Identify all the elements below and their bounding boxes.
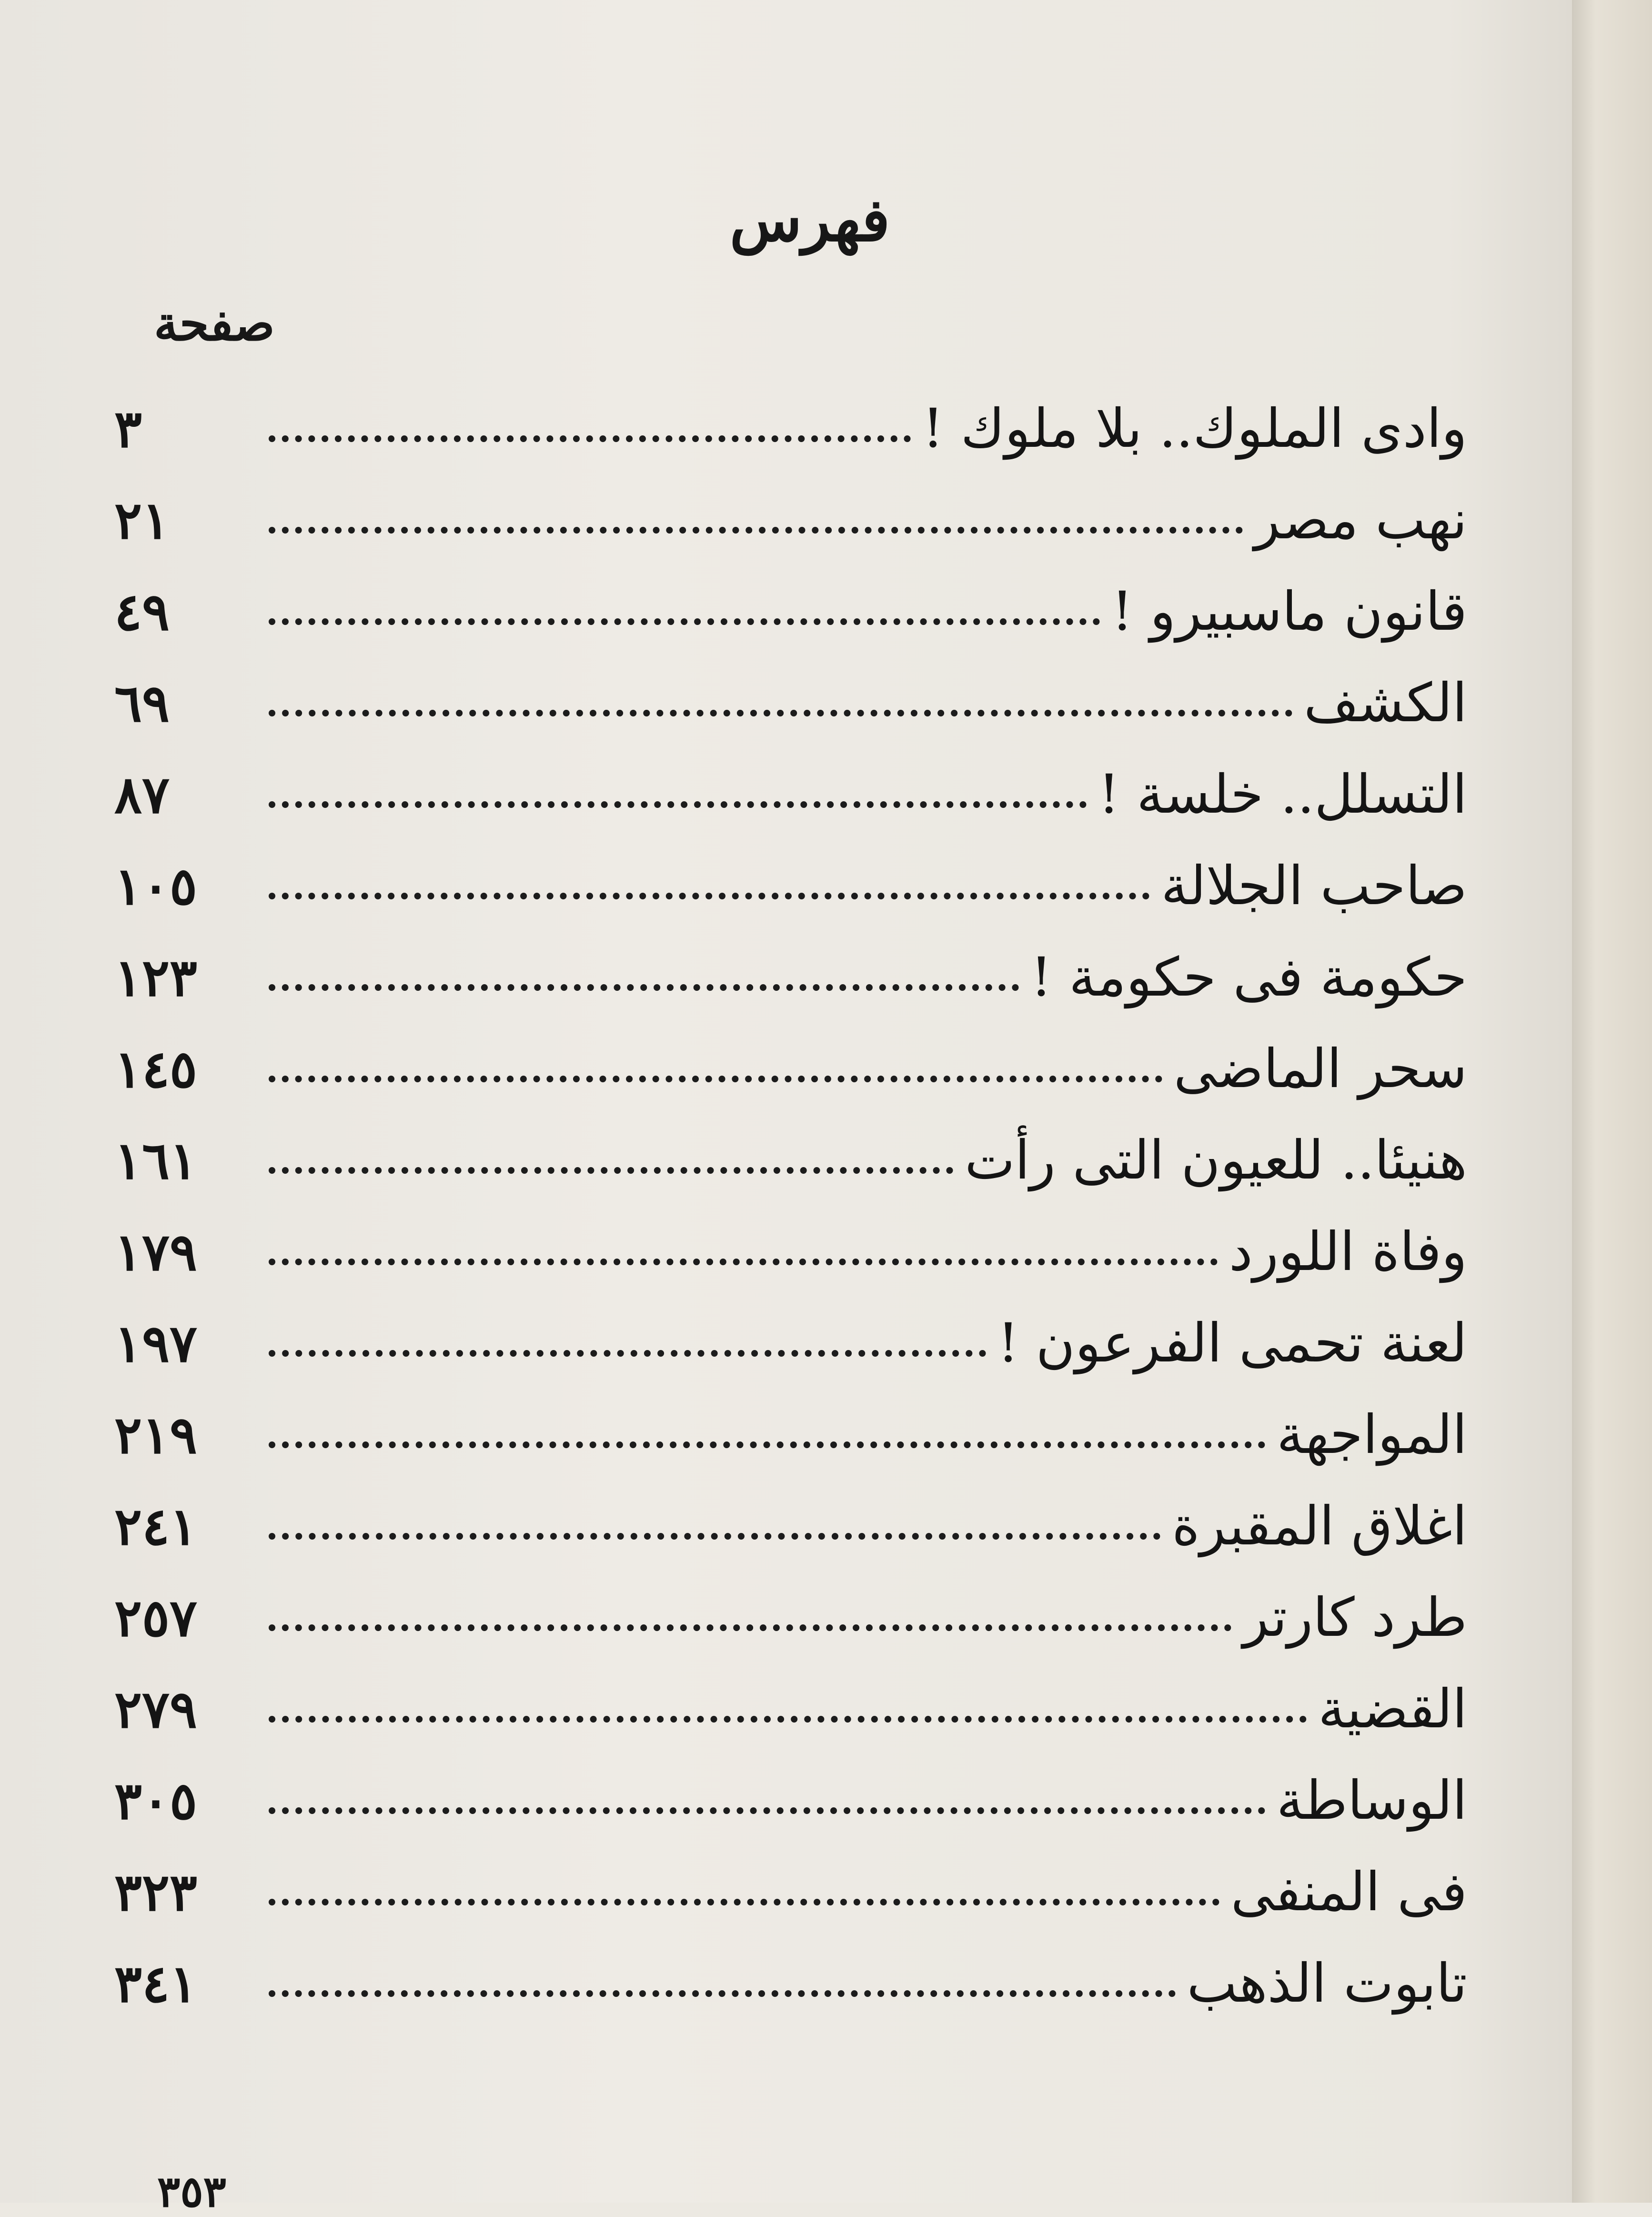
- toc-entry-title: اغلاق المقبرة: [1172, 1495, 1467, 1557]
- toc-entry-title: التسلل.. خلسة !: [1098, 764, 1467, 826]
- toc-entry-title: القضية: [1318, 1678, 1467, 1740]
- dot-leader: [269, 1899, 1219, 1905]
- page-folio: ٣٥٣: [157, 2167, 227, 2217]
- dot-leader: [269, 1350, 986, 1357]
- toc-entry: [114, 1953, 1467, 2044]
- toc-entry-page: ٨٧: [114, 765, 170, 825]
- toc-entry: [114, 1129, 1467, 1221]
- toc-entry-title: سحر الماضى: [1173, 1038, 1467, 1100]
- dot-leader: [269, 710, 1292, 716]
- toc-entry-page: ٢١٩: [114, 1405, 198, 1465]
- toc-entry: [114, 1587, 1467, 1678]
- toc-entry: [114, 672, 1467, 764]
- toc-entry-title: وادى الملوك.. بلا ملوك !: [922, 398, 1467, 460]
- toc-entry-title: فى المنفى: [1230, 1861, 1467, 1923]
- toc-entry-title: نهب مصر: [1254, 489, 1467, 551]
- toc-entry-title: المواجهة: [1277, 1404, 1467, 1466]
- toc-entry: [114, 1861, 1467, 1953]
- dot-leader: [269, 984, 1019, 991]
- toc-entry: [114, 398, 1467, 489]
- toc-entry: [114, 1678, 1467, 1770]
- toc-entry-page: ٢١: [114, 491, 170, 551]
- toc-entry: [114, 1038, 1467, 1129]
- toc-entry-title: حكومة فى حكومة !: [1030, 947, 1467, 1008]
- dot-leader: [269, 1716, 1307, 1723]
- dot-leader: [269, 1990, 1176, 1997]
- toc-entry: [114, 1312, 1467, 1404]
- toc-entry-title: قانون ماسبيرو !: [1111, 581, 1467, 643]
- dot-leader: [269, 1533, 1160, 1540]
- toc-entry-page: ٣٢٣: [114, 1863, 198, 1923]
- toc-entry-title: الكشف: [1304, 672, 1467, 734]
- page-column-header: صفحة: [154, 295, 275, 352]
- toc-entry-page: ٢٧٩: [114, 1680, 198, 1740]
- dot-leader: [269, 435, 911, 442]
- toc-entry: [114, 489, 1467, 581]
- dot-leader: [269, 1167, 953, 1174]
- page-title: فهرس: [729, 186, 890, 255]
- toc-entry: [114, 855, 1467, 947]
- dot-leader: [269, 1076, 1162, 1082]
- dot-leader: [269, 527, 1243, 534]
- dot-leader: [269, 893, 1149, 899]
- toc-entry-page: ١٠٥: [114, 857, 198, 917]
- toc-entry-title: طرد كارتر: [1243, 1587, 1467, 1649]
- toc-entry-page: ١٢٣: [114, 948, 198, 1008]
- toc-entry-title: صاحب الجلالة: [1161, 855, 1467, 917]
- toc-entry-page: ٣٠٥: [114, 1771, 198, 1831]
- toc-entry: [114, 764, 1467, 855]
- toc-entry: [114, 947, 1467, 1038]
- dot-leader: [269, 1807, 1265, 1814]
- toc-entry: [114, 1221, 1467, 1312]
- toc-entry-page: ١٦١: [114, 1131, 198, 1191]
- toc-entry: [114, 1404, 1467, 1495]
- toc-entry-title: الوساطة: [1276, 1770, 1467, 1832]
- toc-entry-title: هنيئا.. للعيون التى رأت: [965, 1129, 1467, 1191]
- dot-leader: [269, 1624, 1231, 1631]
- toc-entry-page: ٤٩: [114, 582, 170, 642]
- toc-entry-page: ٣: [114, 399, 142, 459]
- table-of-contents: [114, 398, 1467, 2044]
- toc-entry-page: ٦٩: [114, 674, 170, 734]
- dot-leader: [269, 618, 1100, 625]
- dot-leader: [269, 1441, 1265, 1448]
- toc-entry-page: ١٤٥: [114, 1039, 198, 1099]
- dot-leader: [269, 801, 1087, 808]
- toc-entry-page: ١٧٩: [114, 1222, 198, 1282]
- toc-entry: [114, 1770, 1467, 1861]
- toc-entry-page: ٢٤١: [114, 1497, 198, 1557]
- toc-entry-title: لعنة تحمى الفرعون !: [997, 1312, 1467, 1374]
- toc-entry-page: ٢٥٧: [114, 1588, 198, 1648]
- toc-entry: [114, 1495, 1467, 1587]
- toc-entry-page: ١٩٧: [114, 1314, 198, 1374]
- toc-entry-title: وفاة اللورد: [1229, 1221, 1467, 1283]
- toc-entry-page: ٣٤١: [114, 1954, 198, 2014]
- page-edge: [1572, 0, 1652, 2203]
- toc-entry: [114, 581, 1467, 672]
- dot-leader: [269, 1259, 1218, 1265]
- toc-entry-title: تابوت الذهب: [1187, 1953, 1467, 2015]
